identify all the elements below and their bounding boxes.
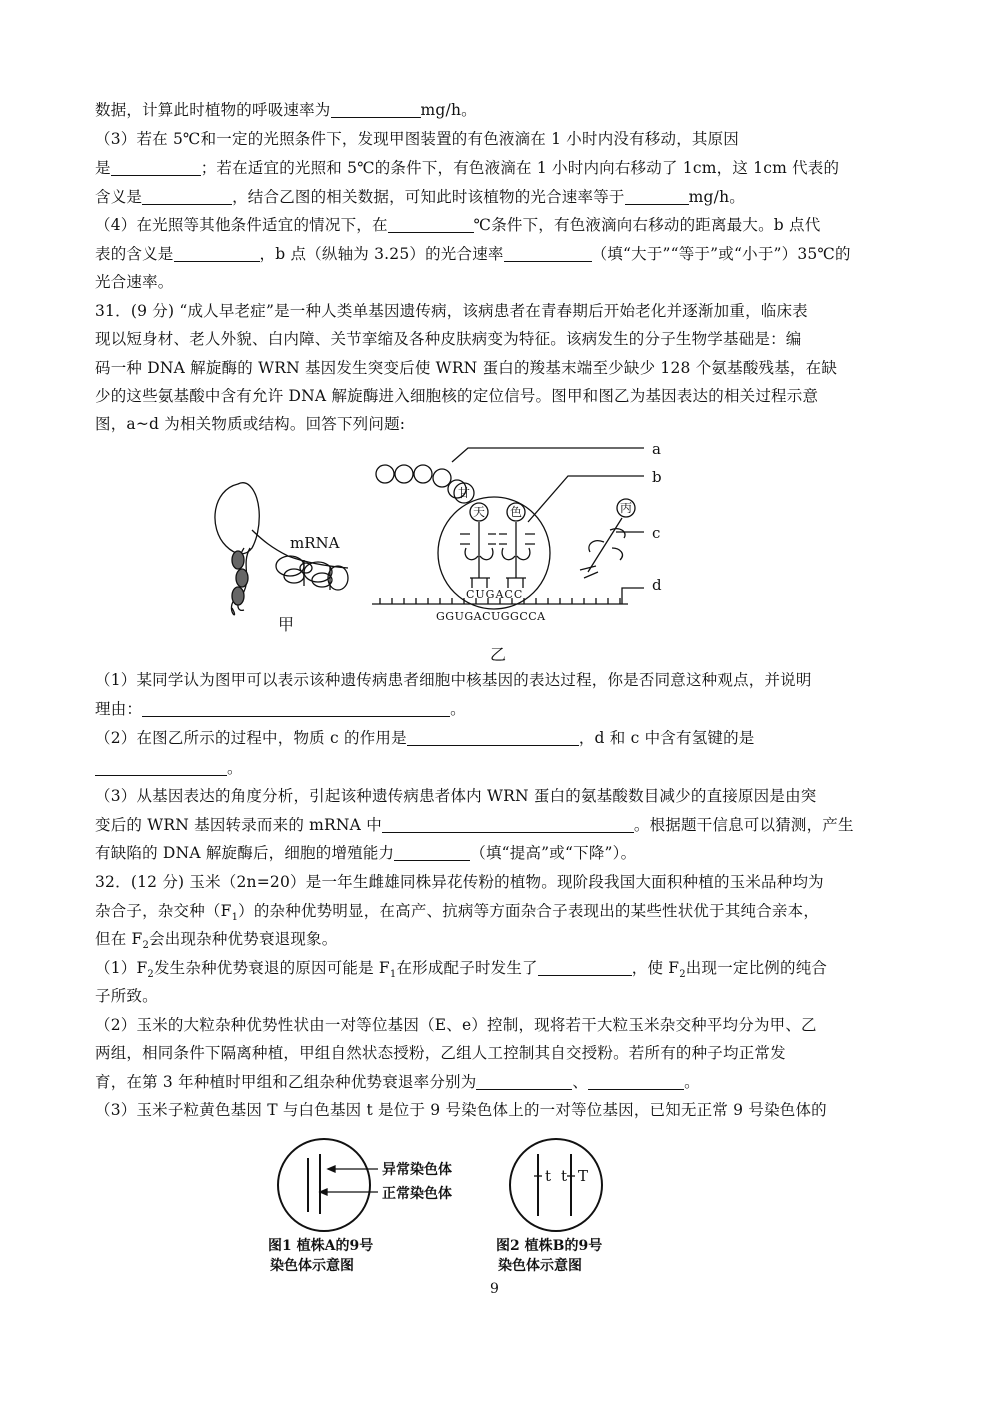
amino-acid-label: 天 <box>472 505 486 519</box>
text-line: 有缺陷的 DNA 解旋酶后，细胞的增殖能力 （填“提高”或“下降”）。 <box>95 844 637 862</box>
text-line: （4）在光照等其他条件适宜的情况下，在 ℃条件下，有色液滴向右移动的距离最大。b 点代 <box>95 216 821 234</box>
text-line: 是 ；若在适宜的光照和 5℃的条件下，有色液滴在 1 小时内向右移动了 1cm，这 1cm 代表的 <box>95 159 840 177</box>
figure-yi-caption: 乙 <box>490 645 507 664</box>
text-line: 杂合子，杂交种$(F_1)$的杂种优势明显，在高产、抗病等方面杂合子表现出的某些性状优于其纯合亲本， <box>95 902 820 924</box>
text-line: （2）玉米的大粒杂种优势性状由一对等位基因（E、e）控制，现将若干大粒玉米杂交种平均分为甲、乙 <box>95 1016 817 1034</box>
text-line: $(1)F_2$发生杂种优势衰退的原因可能是 $F_1$在形成配子时发生了 ，使 $F_2$出现一定比例的纯合 <box>95 959 828 981</box>
text-line: 数据，计算此时植物的呼吸速率为 mg/h。 <box>95 101 477 119</box>
allele-t-label: t <box>545 1167 552 1185</box>
question-32-heading: 32．(12 分) 玉米（2n=20）是一年生雌雄同株异花传粉的植物。现阶段我国大面积种植的玉米品种均为 <box>95 873 824 891</box>
text-line: 。 <box>95 758 243 778</box>
answer-blank[interactable] <box>588 1073 684 1090</box>
answer-blank[interactable] <box>476 1073 572 1090</box>
label-b: b <box>652 468 662 486</box>
answer-blank[interactable] <box>388 216 474 233</box>
mrna-label: mRNA <box>290 534 340 552</box>
allele-T-label: T <box>578 1167 589 1185</box>
answer-blank[interactable] <box>504 245 592 262</box>
allele-t-label: t <box>561 1167 568 1185</box>
figure-2-caption-line2: 染色体示意图 <box>498 1258 582 1274</box>
page-number: 9 <box>490 1281 499 1297</box>
amino-acid-label: 甘 <box>457 486 471 500</box>
label-d: d <box>652 576 662 594</box>
normal-chromosome-label: 正常染色体 <box>382 1186 452 1202</box>
question-31-heading: 31．(9 分) “成人早老症”是一种人类单基因遗传病，该病患者在青春期后开始老化并逐渐加重，临床表 <box>95 302 808 320</box>
codon-sequence: GGUGACUGGCCA <box>436 610 546 623</box>
text-line: 光合速率。 <box>95 273 174 291</box>
answer-blank[interactable] <box>538 959 632 976</box>
text-line: 理由： 。 <box>95 700 466 718</box>
figure-jia-caption: 甲 <box>278 615 295 634</box>
answer-blank[interactable] <box>142 188 232 205</box>
label-c: c <box>652 524 661 542</box>
text-line: 两组，相同条件下隔离种植，甲组自然状态授粉，乙组人工控制其自交授粉。若所有的种子均正常发 <box>95 1044 786 1062</box>
figure-2-caption: 图2 植株B的9号 <box>496 1238 603 1254</box>
text-line: 码一种 DNA 解旋酶的 WRN 基因发生突变后使 WRN 蛋白的羧基末端至少缺少 128 个氨基酸残基，在缺 <box>95 359 838 377</box>
text-line: （3）从基因表达的角度分析，引起该种遗传病患者体内 WRN 蛋白的氨基酸数目减少的直接原因是由突 <box>95 787 817 805</box>
text-line: 育，在第 3 年种植时甲组和乙组杂种优势衰退率分别为 、 。 <box>95 1073 700 1091</box>
text-line: （3）玉米子粒黄色基因 T 与白色基因 t 是位于 9 号染色体上的一对等位基因，已知无正常 9 号染色体的 <box>95 1101 827 1119</box>
figure-1-caption-line2: 染色体示意图 <box>270 1258 354 1274</box>
text-line: （1）某同学认为图甲可以表示该种遗传病患者细胞中核基因的表达过程，你是否同意这种观点，并说明 <box>95 671 812 689</box>
text-line: 表的含义是 ，b 点（纵轴为 3.25）的光合速率 （填“大于”“等于”或“小于”）35℃的 <box>95 245 851 263</box>
answer-blank[interactable] <box>407 729 579 746</box>
answer-blank[interactable] <box>382 816 634 833</box>
text-line: 变后的 WRN 基因转录而来的 mRNA 中 。根据题干信息可以猜测，产生 <box>95 816 854 834</box>
figure-1-caption: 图1 植株A的9号 <box>268 1238 374 1254</box>
amino-acid-label: 色 <box>509 505 523 519</box>
amino-acid-label: 丙 <box>619 501 633 515</box>
text-line: （3）若在 5℃和一定的光照条件下，发现甲图装置的有色液滴在 1 小时内没有移动，其原因 <box>95 130 740 148</box>
chromosome-figure <box>262 1136 622 1278</box>
text-line: 图，a~d 为相关物质或结构。回答下列问题: <box>95 415 406 433</box>
text-line: 但在 $F_2$会出现杂种优势衰退现象。 <box>95 930 338 952</box>
abnormal-chromosome-label: 异常染色体 <box>382 1162 452 1178</box>
text-line: 少的这些氨基酸中含有允许 DNA 解旋酶进入细胞核的定位信号。图甲和图乙为基因表达的相关过程示意 <box>95 387 819 405</box>
text-line: 含义是 ，结合乙图的相关数据，可知此时该植物的光合速率等于 mg/h。 <box>95 188 745 206</box>
answer-blank[interactable] <box>142 700 450 717</box>
answer-blank[interactable] <box>95 759 227 776</box>
answer-blank[interactable] <box>331 101 421 118</box>
label-a: a <box>652 440 661 458</box>
anticodon-sequence: CUGACC <box>466 588 524 601</box>
answer-blank[interactable] <box>174 245 260 262</box>
text-line: 现以短身材、老人外貌、白内障、关节挛缩及各种皮肤病变为特征。该病发生的分子生物学基础是：编 <box>95 330 802 348</box>
answer-blank[interactable] <box>394 844 470 861</box>
answer-blank[interactable] <box>111 159 201 176</box>
answer-blank[interactable] <box>625 188 689 205</box>
text-line: 子所致。 <box>95 987 158 1005</box>
text-line: （2）在图乙所示的过程中，物质 c 的作用是 ，d 和 c 中含有氢键的是 <box>95 729 755 747</box>
gene-expression-figure <box>200 436 680 664</box>
